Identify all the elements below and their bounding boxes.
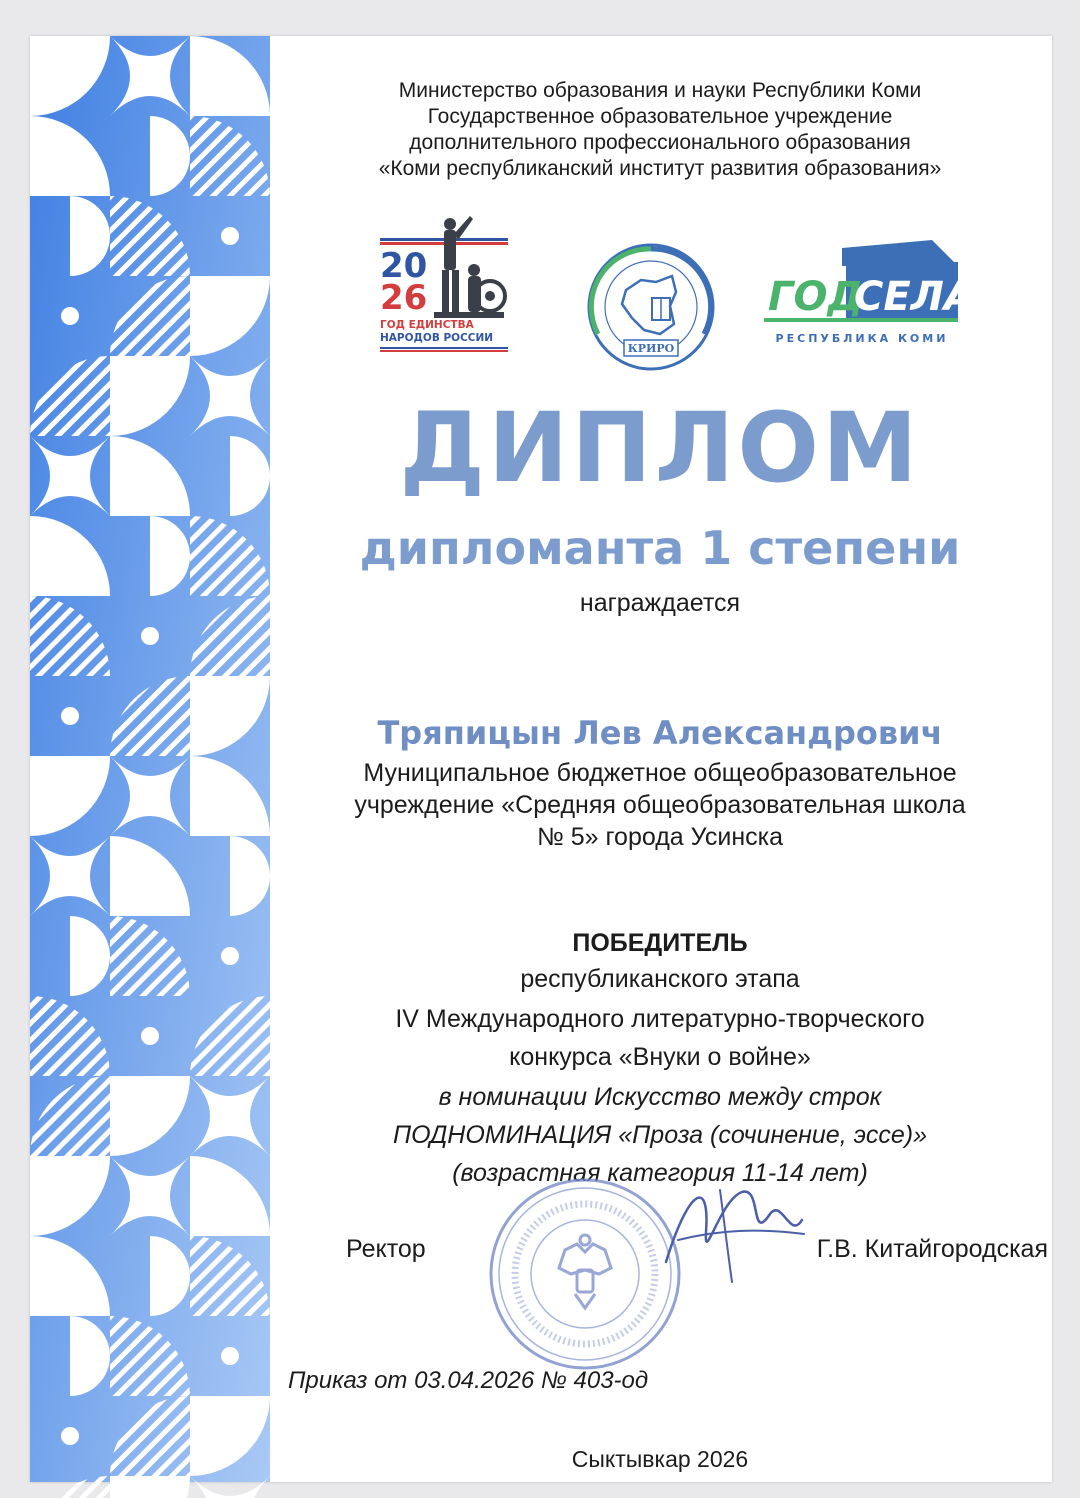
year-caption-line1: ГОД ЕДИНСТВА: [380, 319, 474, 331]
winner-label: ПОБЕДИТЕЛЬ: [572, 929, 748, 957]
diploma-title: ДИПЛОМ: [399, 392, 921, 504]
year-digits-bottom: 26: [380, 278, 428, 318]
nomination-text: в номинации Искусство между строк: [438, 1083, 882, 1111]
village-caption: РЕСПУБЛИКА КОМИ: [775, 332, 949, 345]
diploma-content: [280, 36, 1048, 1482]
pattern-tile: [110, 1476, 190, 1498]
age-category-text: (возрастная категория 11-14 лет): [452, 1159, 868, 1187]
school-line-1: Муниципальное бюджетное общеобразовательное: [363, 759, 957, 787]
contest-line-1: IV Международного литературно-творческого: [395, 1005, 925, 1033]
diploma-sheet: [30, 36, 1052, 1482]
village-word-1: ГОД: [768, 274, 864, 320]
official-seal: [485, 1174, 685, 1379]
school-line-3: № 5» города Усинска: [536, 823, 784, 851]
stage-text: республиканского этапа: [520, 965, 800, 993]
pattern-tile: [221, 947, 239, 965]
year-of-unity-logo: [378, 212, 513, 362]
pattern-tile: [221, 227, 239, 245]
header-ministry: Министерство образования и науки Республики Коми: [398, 79, 922, 102]
header-institution-type: Государственное образовательное учреждение: [427, 105, 893, 128]
monument-icon: [434, 216, 505, 318]
kriro-label: КРИРО: [627, 342, 675, 355]
rector-position: Ректор: [346, 1235, 426, 1263]
school-line-2: учреждение «Средняя общеобразовательная школа: [354, 791, 966, 819]
village-word-2: СЕЛА: [854, 274, 975, 320]
contest-line-2: конкурса «Внуки о войне»: [509, 1043, 811, 1071]
pattern-tile: [61, 307, 79, 325]
decorative-pattern-strip: [30, 36, 270, 1482]
rector-name: Г.В. Китайгородская: [816, 1235, 1048, 1263]
rector-signature-icon: [658, 1170, 808, 1295]
year-caption-line2: НАРОДОВ РОССИИ: [380, 332, 494, 344]
year-digits-top: 20: [380, 246, 428, 286]
year-of-village-logo: [762, 240, 975, 353]
pattern-tile: [141, 1027, 159, 1045]
pattern-tile: [61, 1427, 79, 1445]
kriro-emblem: [586, 242, 716, 377]
eagle-emblem-icon: [559, 1235, 611, 1308]
pattern-tile: [221, 1347, 239, 1365]
order-reference: Приказ от 03.04.2026 № 403-од: [288, 1367, 649, 1394]
pattern-tile: [141, 627, 159, 645]
pattern-tile: [61, 707, 79, 725]
footer-city-year: Сыктывкар 2026: [571, 1446, 749, 1472]
diploma-degree: дипломанта 1 степени: [359, 521, 961, 575]
subnomination-text: ПОДНОМИНАЦИЯ «Проза (сочинение, эссе)»: [392, 1121, 928, 1149]
awarded-text: награждается: [579, 589, 741, 617]
recipient-name: Тряпицын Лев Александрович: [377, 714, 943, 752]
header-institute-name: «Коми республиканский институт развития образования»: [378, 157, 942, 180]
header-education-kind: дополнительного профессионального образования: [409, 131, 911, 154]
